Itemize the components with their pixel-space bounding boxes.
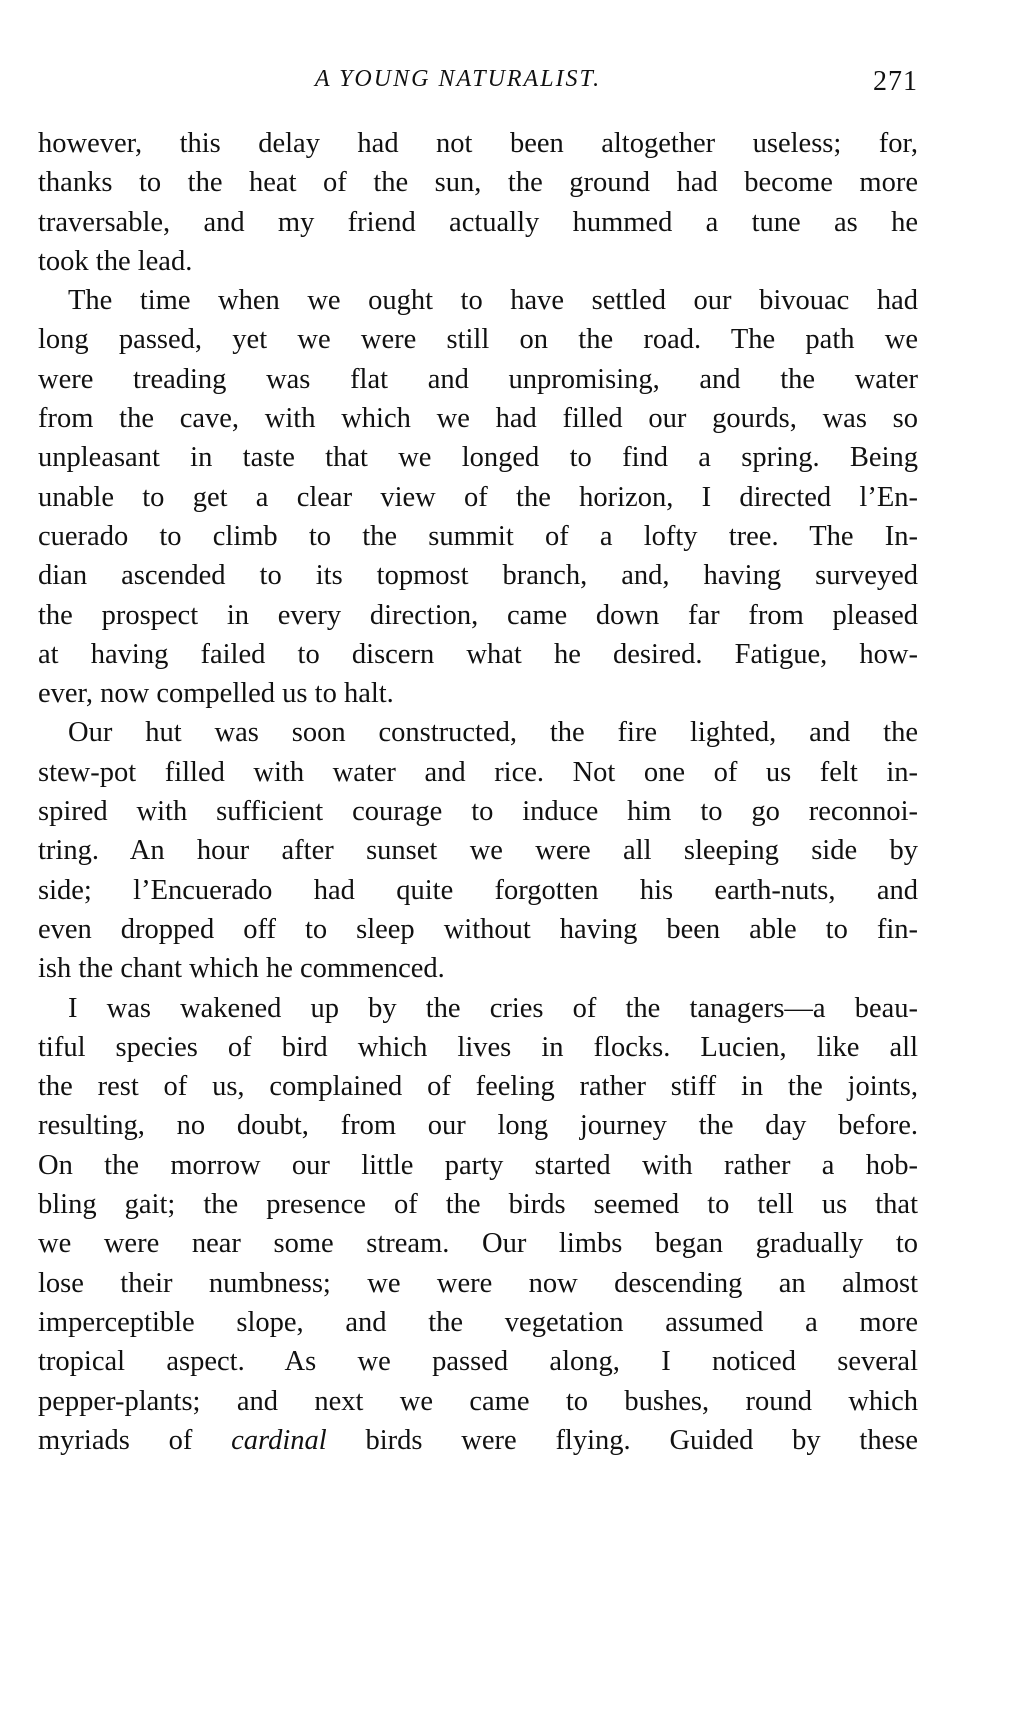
text-line: The time when we ought to have settled our bivouac had — [68, 285, 918, 317]
paragraph — [38, 281, 918, 713]
text-line: imperceptible slope, and the vegetation assumed a more — [38, 1306, 918, 1338]
text-line: thanks to the heat of the sun, the ground had become more — [38, 167, 918, 199]
text-line: took the lead. — [38, 245, 193, 277]
text-line: were treading was flat and unpromising, and the water — [38, 363, 918, 395]
text-line: lose their numbness; we were now descending an almost — [38, 1267, 918, 1299]
text-line: resulting, no doubt, from our long journey the day before. — [38, 1110, 918, 1142]
text-line: the rest of us, complained of feeling rather stiff in the joints, — [38, 1071, 918, 1103]
text-line: dian ascended to its topmost branch, and, having surveyed — [38, 560, 918, 592]
text-line: Our hut was soon constructed, the fire lighted, and the — [68, 717, 918, 749]
text-line: long passed, yet we were still on the road. The path we — [38, 324, 918, 356]
running-head — [38, 66, 918, 106]
text-line: ish the chant which he commenced. — [38, 953, 445, 985]
text-line: the prospect in every direction, came down far from pleased — [38, 599, 918, 631]
body-text — [38, 124, 918, 1460]
text-line: however, this delay had not been altogether useless; for, — [38, 128, 918, 159]
text-line: On the morrow our little party started with rather a hob- — [38, 1149, 918, 1181]
text-line: stew-pot filled with water and rice. Not one of us felt in- — [38, 756, 918, 788]
text-line: pepper-plants; and next we came to bushes, round which — [38, 1385, 918, 1417]
text-line: cuerado to climb to the summit of a lofty tree. The In- — [38, 520, 918, 552]
text-line: spired with sufficient courage to induce him to go reconnoi- — [38, 796, 918, 828]
text-line: unable to get a clear view of the horizon, I directed l’En- — [38, 481, 918, 513]
text-line: tropical aspect. As we passed along, I noticed several — [38, 1346, 918, 1378]
page-number: 271 — [873, 66, 918, 97]
paragraph — [38, 124, 918, 281]
line-text-after: birds were flying. Guided by these — [326, 1424, 918, 1456]
text-line: traversable, and my friend actually hummed a tune as he — [38, 206, 918, 238]
text-line: bling gait; the presence of the birds seemed to tell us that — [38, 1189, 918, 1221]
text-line: from the cave, with which we had filled our gourds, was so — [38, 403, 918, 435]
text-line: tiful species of bird which lives in flocks. Lucien, like all — [38, 1031, 918, 1063]
italic-word: cardinal — [231, 1424, 327, 1456]
text-line: ever, now compelled us to halt. — [38, 678, 394, 710]
paragraph — [38, 713, 918, 988]
running-title: A YOUNG NATURALIST. — [314, 66, 602, 92]
text-line: tring. An hour after sunset we were all sleeping side by — [38, 835, 918, 867]
text-line: even dropped off to sleep without having been able to fin- — [38, 913, 918, 945]
text-line: we were near some stream. Our limbs began gradually to — [38, 1228, 918, 1260]
text-line: unpleasant in taste that we longed to find a spring. Being — [38, 442, 918, 474]
line-text-before: myriads of — [38, 1424, 232, 1456]
text-line: side; l’Encuerado had quite forgotten his earth-nuts, and — [38, 874, 918, 906]
text-line — [38, 1421, 918, 1460]
text-line: at having failed to discern what he desired. Fatigue, how- — [38, 638, 918, 670]
text-line: I was wakened up by the cries of the tanagers—a beau- — [68, 992, 918, 1024]
paragraph — [38, 989, 918, 1461]
